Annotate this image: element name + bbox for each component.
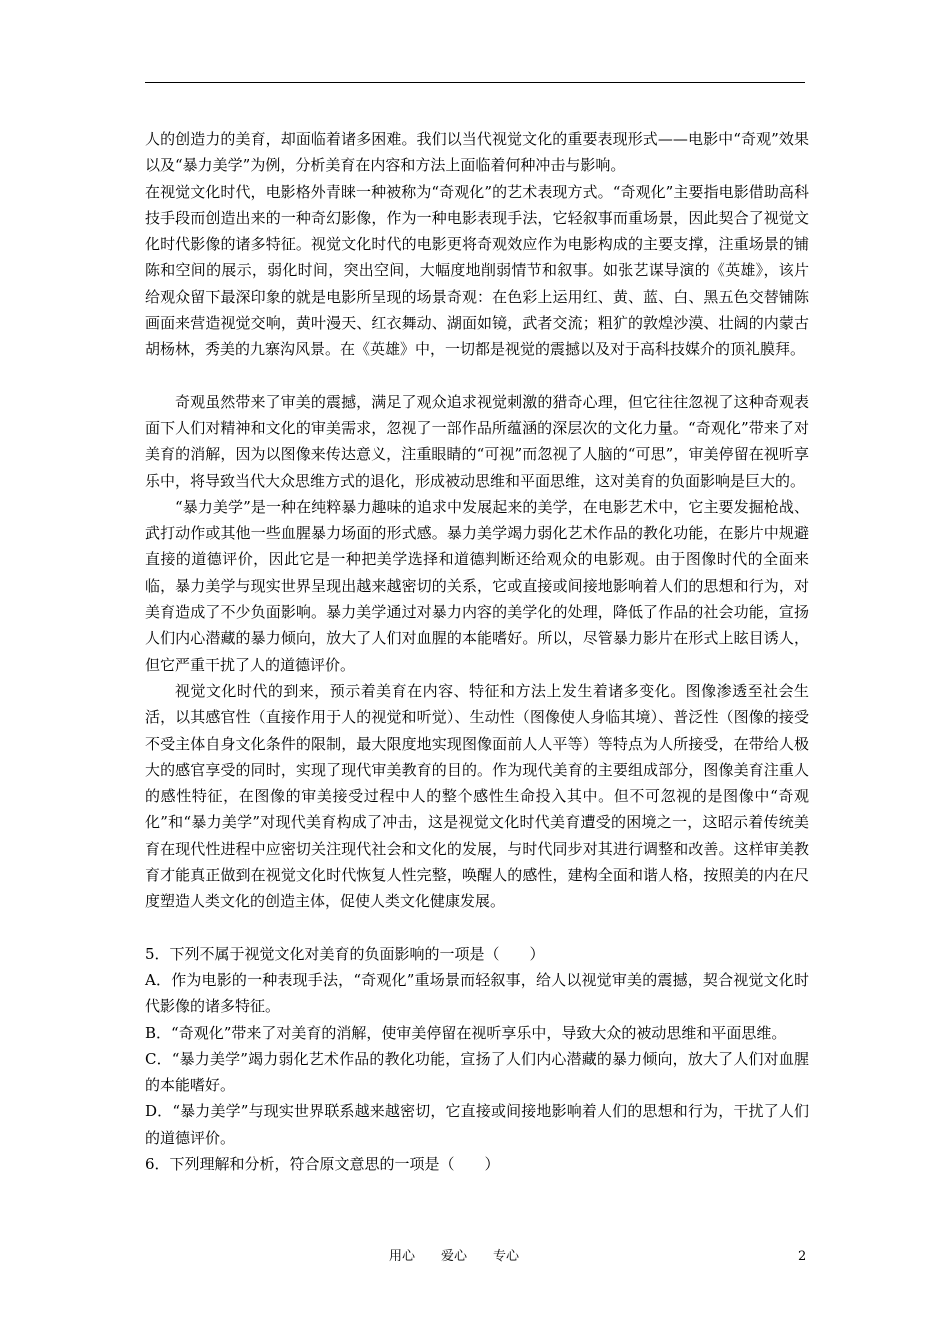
footer-motto: 用心 爱心 专心 [389,1249,520,1264]
paragraph-violence-aesthetics: “暴力美学”是一种在纯粹暴力趣味的追求中发展起来的美学，在电影艺术中，它主要发掘枪战、武打动作或其他一些血腥暴力场面的形式感。暴力美学竭力弱化艺术作品的教化功能，在影片中规避直接的道德评价，因此它是一种把美学选择和道德判断还给观众的电影观。由于图像时代的全面来临，暴力美学与现实世界呈现出越来越密切的关系，它或直接或间接地影响着人们的思想和行为，对美育造成了不少负面影响。暴力美学通过对暴力内容的美学化的处理，降低了作品的社会功能，宣扬人们内心潜藏的暴力倾向，放大了人们对血腥的本能嗜好。所以，尽管暴力影片在形式上眩目诱人，但它严重干扰了人的道德评价。 [145,497,809,674]
question-5 [145,941,809,1151]
question-5-option-b: B．“奇观化”带来了对美育的消解，使审美停留在视听享乐中，导致大众的被动思维和平面思维。 [145,1023,787,1042]
question-5-stem: 5．下列不属于视觉文化对美育的负面影响的一项是（ ） [145,944,545,963]
question-5-option-a: A．作为电影的一种表现手法，“奇观化”重场景而轻叙事，给人以视觉审美的震撼，契合视觉文化时代影像的诸多特征。 [145,970,809,1016]
question-6 [145,1151,809,1177]
paragraph-spectacle-impact: 奇观虽然带来了审美的震撼，满足了观众追求视觉刺激的猎奇心理，但它往往忽视了这种奇观表面下人们对精神和文化的审美需求，忽视了一部作品所蕴涵的深层次的文化力量。“奇观化”带来了对美育的消解，因为以图像来传达意义，注重眼睛的“可视”而忽视了人脑的“可思”，审美停留在视听享乐中，将导致当代大众思维方式的退化，形成被动思维和平面思维，这对美育的负面影响是巨大的。 [145,392,809,490]
page-number: 2 [798,1249,807,1264]
question-6-stem: 6．下列理解和分析，符合原文意思的一项是（ ） [145,1154,500,1173]
article-body [145,126,809,1177]
header-rule [145,82,805,83]
section-gap [145,915,809,941]
paragraph-conclusion: 视觉文化时代的到来，预示着美育在内容、特征和方法上发生着诸多变化。图像渗透至社会生活，以其感官性（直接作用于人的视觉和听觉）、生动性（图像使人身临其境）、普泛性（图像的接受不受主体自身文化条件的限制，最大限度地实现图像面前人人平等）等特点为人所接受，在带给人极大的感官享受的同时，实现了现代审美教育的目的。作为现代美育的主要组成部分，图像美育注重人的感性特征，在图像的审美接受过程中人的整个感性生命投入其中。但不可忽视的是图像中“奇观化”和“暴力美学”对现代美育构成了冲击，这是视觉文化时代美育遭受的困境之一，这昭示着传统美育在现代性进程中应密切关注现代社会和文化的发展，与时代同步对其进行调整和改善。这样审美教育才能真正做到在视觉文化时代恢复人性完整，唤醒人的感性，建构全面和谐人格，按照美的内在尺度塑造人类文化的创造主体，促使人类文化健康发展。 [145,681,809,911]
paragraph-spectacle: 在视觉文化时代，电影格外青睐一种被称为“奇观化”的艺术表现方式。“奇观化”主要指电影借助高科技手段而创造出来的一种奇幻影像，作为一种电影表现手法，它轻叙事而重场景，因此契合了视觉文化时代影像的诸多特征。视觉文化时代的电影更将奇观效应作为电影构成的主要支撑，注重场景的铺陈和空间的展示，弱化时间，突出空间，大幅度地削弱情节和叙事。如张艺谋导演的《英雄》，该片给观众留下最深印象的就是电影所呈现的场景奇观：在色彩上运用红、黄、蓝、白、黑五色交替铺陈画面来营造视觉交响，黄叶漫天、红衣舞动、湖面如镜，武者交流；粗犷的敦煌沙漠、壮阔的内蒙古胡杨林，秀美的九寨沟风景。在《英雄》中，一切都是视觉的震撼以及对于高科技媒介的顶礼膜拜。 [145,182,809,359]
question-5-option-d: D．“暴力美学”与现实世界联系越来越密切，它直接或间接地影响着人们的思想和行为，干扰了人们的道德评价。 [145,1102,809,1147]
paragraph-gap [145,363,809,389]
paragraph-intro: 人的创造力的美育，却面临着诸多困难。我们以当代视觉文化的重要表现形式——电影中“奇观”效果以及“暴力美学”为例，分析美育在内容和方法上面临着何种冲击与影响。 [145,130,809,175]
question-5-option-c: C．“暴力美学”竭力弱化艺术作品的教化功能，宣扬了人们内心潜藏的暴力倾向，放大了人们对血腥的本能嗜好。 [145,1049,809,1095]
